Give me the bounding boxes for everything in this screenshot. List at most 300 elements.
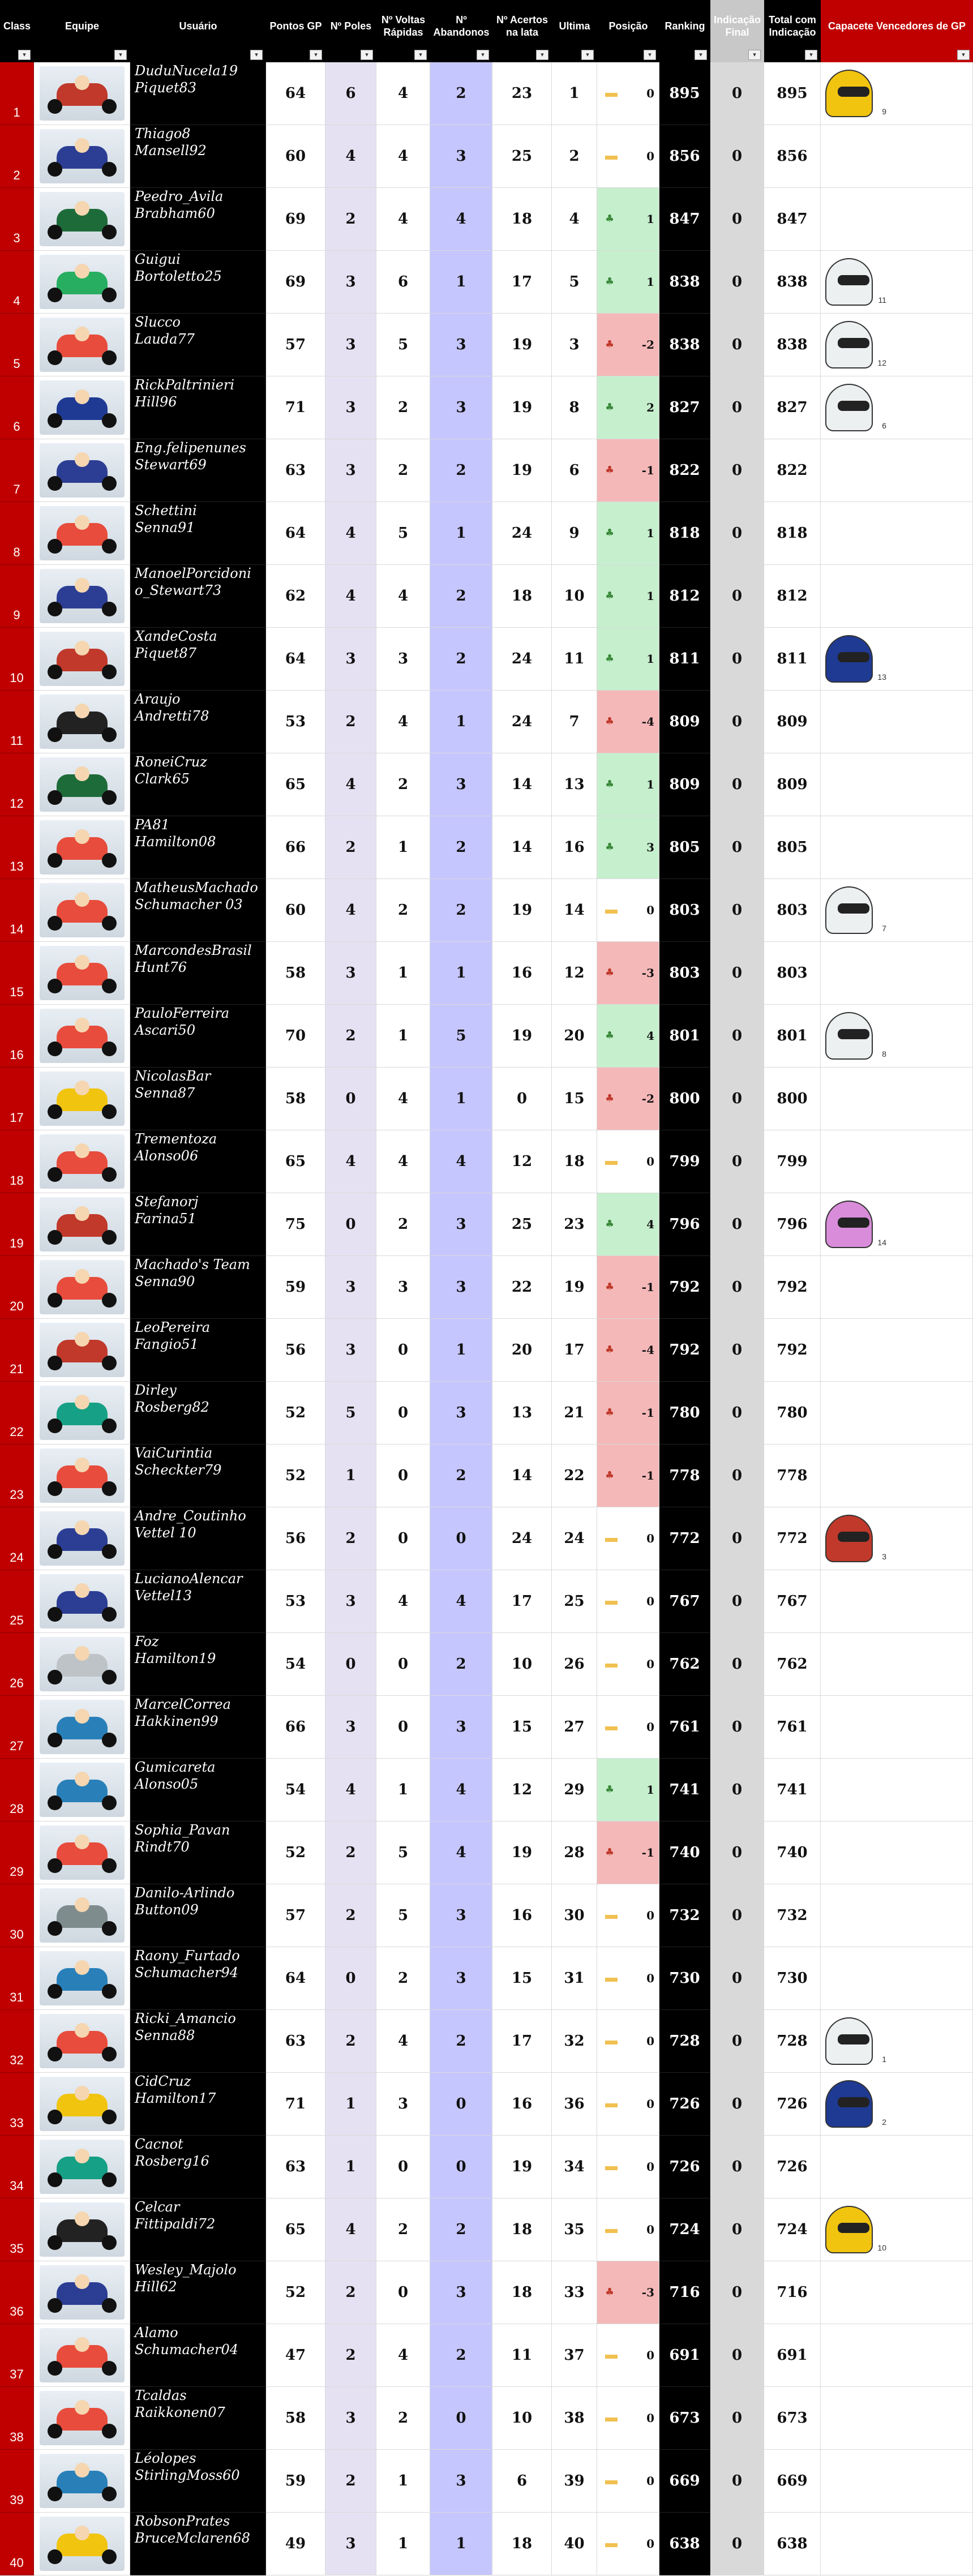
filter-dropdown-icon[interactable]: ▾ [114, 50, 127, 60]
cell-pts [266, 251, 325, 314]
cell-aband [430, 1633, 492, 1696]
value-total: 838 [777, 273, 808, 290]
cell-user [130, 1256, 266, 1319]
value-ultima: 33 [564, 2284, 585, 2301]
table-row [0, 753, 973, 816]
value-cls: 3 [13, 231, 20, 245]
cell-team [34, 2450, 130, 2513]
user-name-line2: Senna87 [135, 1085, 195, 1101]
team-car-image [40, 1386, 125, 1440]
value-pts: 58 [285, 965, 306, 981]
winner-helmet-icon [825, 886, 886, 934]
position-change-value: 0 [646, 2411, 654, 2425]
position-change-value: 0 [646, 2160, 654, 2174]
cell-user [130, 816, 266, 879]
value-voltas: 1 [397, 1781, 409, 1798]
value-cls: 10 [10, 671, 24, 685]
user-name-line2: Alonso06 [135, 1148, 199, 1164]
cell-pos [597, 251, 659, 314]
cell-ultima [552, 753, 597, 816]
cell-poles [325, 1193, 376, 1256]
user-name-line2: Vettel13 [135, 1588, 192, 1604]
value-voltas: 4 [397, 1593, 409, 1610]
position-down-icon: ♣ [605, 715, 615, 727]
cell-team [34, 691, 130, 753]
header-capacete [821, 0, 973, 62]
value-ind: 0 [731, 2535, 743, 2552]
value-rank: 812 [669, 588, 700, 605]
cell-total [764, 2010, 821, 2073]
cell-acertos [492, 2324, 552, 2387]
cell-pos [597, 62, 659, 125]
cell-poles [325, 2513, 376, 2575]
position-change-value: 1 [646, 275, 654, 289]
user-name-line2: o_Stewart73 [135, 582, 222, 598]
filter-dropdown-icon[interactable]: ▾ [361, 50, 373, 60]
value-acertos: 23 [511, 85, 533, 102]
value-pts: 56 [285, 1341, 306, 1358]
value-total: 809 [777, 776, 808, 793]
cell-ind [710, 2513, 764, 2575]
cell-voltas [376, 2324, 430, 2387]
value-total: 673 [777, 2410, 808, 2427]
value-pts: 75 [285, 1216, 306, 1233]
cell-cls [0, 2513, 34, 2575]
cell-ind [710, 2198, 764, 2261]
value-ind: 0 [731, 776, 743, 793]
value-cls: 1 [13, 105, 20, 119]
cell-ultima [552, 1759, 597, 1821]
cell-pos [597, 376, 659, 439]
value-pts: 57 [285, 336, 306, 353]
value-total: 761 [777, 1718, 808, 1735]
filter-dropdown-icon[interactable]: ▾ [310, 50, 322, 60]
value-poles: 3 [345, 2535, 356, 2552]
value-aband: 2 [456, 588, 466, 605]
cell-acertos [492, 1068, 552, 1130]
cell-ultima [552, 314, 597, 376]
cell-ind [710, 1821, 764, 1884]
value-poles: 4 [345, 1153, 356, 1170]
user-name-line1: VaiCurintia [135, 1445, 213, 1461]
value-aband: 2 [456, 902, 466, 919]
cell-acertos [492, 125, 552, 188]
cell-poles [325, 188, 376, 251]
cell-user [130, 2198, 266, 2261]
filter-dropdown-icon[interactable]: ▾ [644, 50, 656, 60]
value-rank: 818 [669, 525, 700, 542]
filter-dropdown-icon[interactable]: ▾ [748, 50, 761, 60]
value-voltas: 3 [397, 1279, 409, 1296]
user-name-line2: Rosberg82 [135, 1399, 209, 1415]
value-total: 726 [777, 2158, 808, 2175]
table-row [0, 1633, 973, 1696]
value-rank: 778 [669, 1467, 700, 1484]
filter-dropdown-icon[interactable]: ▾ [536, 50, 548, 60]
filter-dropdown-icon[interactable]: ▾ [695, 50, 707, 60]
cell-rank [659, 2073, 710, 2136]
table-row [0, 2261, 973, 2324]
cell-voltas [376, 502, 430, 565]
value-total: 827 [777, 399, 808, 416]
header-total [764, 0, 821, 62]
value-cls: 8 [13, 545, 20, 559]
value-total: 780 [777, 1404, 808, 1421]
cell-total [764, 1382, 821, 1445]
value-ind: 0 [731, 1027, 743, 1044]
cell-pos [597, 1884, 659, 1947]
cell-total [764, 2387, 821, 2450]
cell-pts [266, 1884, 325, 1947]
cell-voltas [376, 1696, 430, 1759]
team-car-image [40, 1825, 125, 1880]
header-ultima [552, 0, 597, 62]
cell-acertos [492, 2073, 552, 2136]
table-row [0, 1696, 973, 1759]
cell-voltas [376, 1256, 430, 1319]
value-aband: 1 [456, 1341, 466, 1358]
cell-pos [597, 1570, 659, 1633]
position-equal-icon [605, 1915, 618, 1919]
position-change-value: 0 [646, 1657, 654, 1671]
cell-total [764, 1319, 821, 1382]
filter-dropdown-icon[interactable]: ▾ [477, 50, 489, 60]
cell-pos [597, 1130, 659, 1193]
value-aband: 3 [456, 1907, 466, 1924]
position-change-value: 0 [646, 1532, 654, 1545]
cell-team [34, 565, 130, 628]
cell-team [34, 502, 130, 565]
team-car-image [40, 2077, 125, 2131]
cell-cls [0, 2387, 34, 2450]
position-change-value: 0 [646, 1595, 654, 1608]
cell-pts [266, 1570, 325, 1633]
position-equal-icon [605, 1161, 618, 1165]
table-row [0, 1884, 973, 1947]
value-aband: 1 [456, 525, 466, 542]
cell-acertos [492, 628, 552, 691]
value-ultima: 14 [564, 902, 585, 919]
cell-cls [0, 1005, 34, 1068]
value-total: 801 [777, 1027, 808, 1044]
cell-helmet [821, 628, 973, 691]
filter-dropdown-icon[interactable]: ▾ [250, 50, 263, 60]
cell-aband [430, 1319, 492, 1382]
cell-helmet [821, 1445, 973, 1507]
cell-ultima [552, 2261, 597, 2324]
value-voltas: 2 [397, 1216, 409, 1233]
value-aband: 3 [456, 2284, 466, 2301]
cell-acertos [492, 1947, 552, 2010]
team-car-image [40, 2328, 125, 2382]
user-name-line1: Celcar [135, 2199, 180, 2215]
value-rank: 741 [669, 1781, 700, 1798]
cell-rank [659, 502, 710, 565]
filter-dropdown-icon[interactable]: ▾ [805, 50, 817, 60]
cell-acertos [492, 1759, 552, 1821]
cell-cls [0, 188, 34, 251]
value-aband: 2 [456, 1656, 466, 1673]
team-car-image [40, 380, 125, 435]
value-total: 778 [777, 1467, 808, 1484]
value-total: 856 [777, 148, 808, 165]
header-posicao [597, 0, 659, 62]
header-capacete-label: Capacete Vencedores de GP [828, 20, 966, 32]
value-ind: 0 [731, 1216, 743, 1233]
value-acertos: 20 [511, 1341, 533, 1358]
value-acertos: 19 [511, 462, 533, 479]
header-acertos [492, 0, 552, 62]
team-car-image [40, 1637, 125, 1691]
value-total: 740 [777, 1844, 808, 1861]
cell-pos [597, 1445, 659, 1507]
user-name-line1: Guigui [135, 251, 181, 267]
cell-acertos [492, 1256, 552, 1319]
cell-helmet [821, 942, 973, 1005]
cell-ind [710, 125, 764, 188]
cell-aband [430, 691, 492, 753]
position-change-value: -1 [641, 1469, 654, 1482]
position-change-value: -1 [641, 1406, 654, 1420]
cell-team [34, 314, 130, 376]
value-rank: 762 [669, 1656, 700, 1673]
value-poles: 3 [345, 1279, 356, 1296]
cell-rank [659, 62, 710, 125]
cell-pos [597, 1005, 659, 1068]
value-total: 792 [777, 1279, 808, 1296]
user-name-line2: Rosberg16 [135, 2153, 209, 2169]
cell-voltas [376, 2010, 430, 2073]
team-car-image [40, 1574, 125, 1628]
cell-team [34, 1319, 130, 1382]
cell-poles [325, 691, 376, 753]
value-rank: 767 [669, 1593, 700, 1610]
value-total: 728 [777, 2033, 808, 2050]
value-ind: 0 [731, 2410, 743, 2427]
position-change-value: 0 [646, 1155, 654, 1168]
cell-aband [430, 502, 492, 565]
value-cls: 34 [10, 2179, 24, 2193]
cell-cls [0, 1821, 34, 1884]
cell-voltas [376, 2073, 430, 2136]
value-ultima: 16 [564, 839, 585, 856]
user-name-line1: PA81 [135, 817, 170, 833]
value-voltas: 4 [397, 85, 409, 102]
cell-team [34, 1507, 130, 1570]
cell-ultima [552, 1947, 597, 2010]
cell-aband [430, 62, 492, 125]
cell-ind [710, 439, 764, 502]
cell-poles [325, 753, 376, 816]
value-total: 691 [777, 2347, 808, 2364]
filter-dropdown-icon[interactable]: ▾ [414, 50, 427, 60]
cell-cls [0, 753, 34, 816]
header-indicacao-label: Indicação Final [713, 14, 761, 38]
value-poles: 1 [345, 2095, 356, 2112]
value-ultima: 8 [569, 399, 580, 416]
cell-total [764, 439, 821, 502]
helmet-win-count: 10 [877, 2243, 886, 2252]
cell-user [130, 753, 266, 816]
team-car-image [40, 1700, 125, 1754]
cell-ind [710, 2261, 764, 2324]
cell-pos [597, 1633, 659, 1696]
cell-ind [710, 1570, 764, 1633]
position-up-icon: ♣ [605, 590, 615, 602]
user-name-line2: Brabham60 [135, 205, 215, 221]
winner-helmet-icon [825, 258, 886, 306]
cell-poles [325, 2261, 376, 2324]
cell-voltas [376, 2136, 430, 2198]
cell-poles [325, 1947, 376, 2010]
cell-team [34, 2198, 130, 2261]
value-ultima: 26 [564, 1656, 585, 1673]
cell-poles [325, 2073, 376, 2136]
cell-poles [325, 1507, 376, 1570]
cell-rank [659, 2513, 710, 2575]
value-rank: 673 [669, 2410, 700, 2427]
cell-pts [266, 1382, 325, 1445]
cell-poles [325, 1256, 376, 1319]
table-row [0, 2198, 973, 2261]
value-voltas: 2 [397, 2410, 409, 2427]
position-change-value: 0 [646, 903, 654, 917]
cell-voltas [376, 439, 430, 502]
cell-voltas [376, 125, 430, 188]
cell-acertos [492, 879, 552, 942]
cell-team [34, 62, 130, 125]
cell-team [34, 2010, 130, 2073]
cell-cls [0, 1507, 34, 1570]
user-name-line1: NicolasBar [135, 1068, 211, 1084]
position-change-value: 1 [646, 652, 654, 666]
helmet-win-count: 7 [882, 924, 886, 933]
value-rank: 792 [669, 1341, 700, 1358]
value-ultima: 29 [564, 1781, 585, 1798]
cell-rank [659, 1759, 710, 1821]
cell-acertos [492, 502, 552, 565]
value-acertos: 18 [511, 2221, 533, 2238]
value-rank: 726 [669, 2095, 700, 2112]
cell-helmet [821, 2073, 973, 2136]
user-name-line2: Senna91 [135, 520, 195, 535]
helmet-win-count: 1 [882, 2055, 886, 2064]
cell-cls [0, 816, 34, 879]
value-voltas: 1 [397, 2535, 409, 2552]
value-total: 726 [777, 2095, 808, 2112]
filter-dropdown-icon[interactable]: ▾ [18, 50, 31, 60]
cell-cls [0, 439, 34, 502]
value-rank: 800 [669, 1090, 700, 1107]
cell-aband [430, 753, 492, 816]
cell-rank [659, 1130, 710, 1193]
cell-pts [266, 942, 325, 1005]
value-pts: 60 [285, 902, 306, 919]
position-up-icon: ♣ [605, 778, 615, 790]
cell-acertos [492, 1884, 552, 1947]
cell-ultima [552, 251, 597, 314]
cell-helmet [821, 1507, 973, 1570]
cell-acertos [492, 1507, 552, 1570]
value-ind: 0 [731, 1090, 743, 1107]
value-total: 822 [777, 462, 808, 479]
cell-pos [597, 816, 659, 879]
cell-team [34, 125, 130, 188]
cell-rank [659, 1382, 710, 1445]
user-name-line1: Raony_Furtado [135, 1948, 240, 1964]
table-row [0, 1382, 973, 1445]
cell-pts [266, 1130, 325, 1193]
position-down-icon: ♣ [605, 1469, 615, 1481]
cell-team [34, 1130, 130, 1193]
position-down-icon: ♣ [605, 967, 615, 979]
cell-cls [0, 1633, 34, 1696]
cell-rank [659, 1947, 710, 2010]
cell-poles [325, 2198, 376, 2261]
cell-voltas [376, 1759, 430, 1821]
cell-pts [266, 125, 325, 188]
value-rank: 761 [669, 1718, 700, 1735]
value-ind: 0 [731, 1404, 743, 1421]
cell-poles [325, 879, 376, 942]
value-total: 812 [777, 588, 808, 605]
cell-cls [0, 251, 34, 314]
value-acertos: 14 [511, 839, 533, 856]
filter-dropdown-icon[interactable]: ▾ [581, 50, 594, 60]
cell-pts [266, 2073, 325, 2136]
cell-pos [597, 942, 659, 1005]
value-ind: 0 [731, 902, 743, 919]
cell-total [764, 62, 821, 125]
value-voltas: 0 [397, 2284, 409, 2301]
value-ind: 0 [731, 462, 743, 479]
value-aband: 2 [456, 2347, 466, 2364]
user-name-line1: LucianoAlencar [135, 1571, 243, 1587]
user-name-line1: Machado's Team [135, 1257, 250, 1272]
value-pts: 59 [285, 2472, 306, 2489]
value-ind: 0 [731, 650, 743, 667]
value-aband: 1 [456, 713, 466, 730]
value-pts: 71 [285, 399, 306, 416]
header-voltas-label: Nº Voltas Rápidas [381, 14, 426, 38]
cell-total [764, 2073, 821, 2136]
cell-pts [266, 1759, 325, 1821]
cell-team [34, 942, 130, 1005]
user-name-line2: Raikkonen07 [135, 2404, 225, 2420]
position-equal-icon [605, 2166, 618, 2170]
cell-acertos [492, 376, 552, 439]
value-poles: 4 [345, 902, 356, 919]
value-ultima: 6 [569, 462, 580, 479]
value-voltas: 1 [397, 965, 409, 981]
value-aband: 4 [456, 1844, 466, 1861]
table-row [0, 1068, 973, 1130]
cell-voltas [376, 1319, 430, 1382]
value-pts: 66 [285, 839, 306, 856]
cell-acertos [492, 565, 552, 628]
position-up-icon: ♣ [605, 1030, 615, 1041]
cell-ind [710, 691, 764, 753]
value-aband: 4 [456, 211, 466, 228]
cell-ultima [552, 879, 597, 942]
value-voltas: 5 [397, 1907, 409, 1924]
header-class [0, 0, 34, 62]
filter-dropdown-icon[interactable]: ▾ [957, 50, 970, 60]
cell-user [130, 1445, 266, 1507]
value-total: 724 [777, 2221, 808, 2238]
value-total: 799 [777, 1153, 808, 1170]
cell-ind [710, 816, 764, 879]
